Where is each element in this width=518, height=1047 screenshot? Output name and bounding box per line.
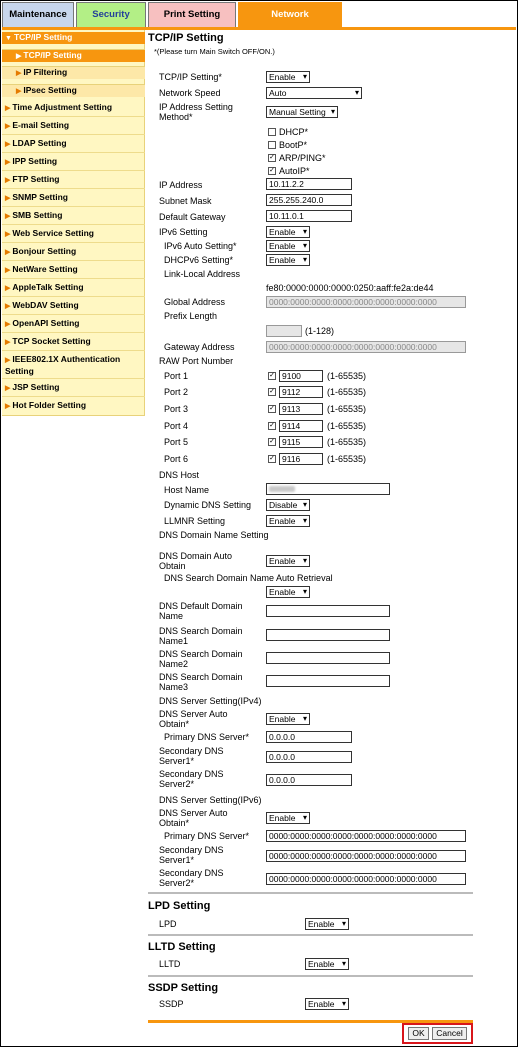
triangle-down-icon: ▼	[5, 35, 12, 42]
triangle-right-icon: ▶	[5, 195, 11, 202]
triangle-right-icon: ▶	[5, 321, 11, 328]
sidebar-divider	[2, 242, 145, 243]
sidebar-item-ipp[interactable]: ▶ IPP Setting	[5, 156, 58, 166]
dns-ipv6-auto-label: DNS Server Auto Obtain*	[159, 808, 228, 828]
triangle-right-icon: ▶	[5, 385, 11, 392]
chevron-down-icon: ▾	[302, 813, 307, 822]
chevron-down-icon: ▾	[302, 255, 307, 264]
chevron-down-icon: ▾	[302, 72, 307, 81]
dns-ipv6-secondary2-input[interactable]: 0000:0000:0000:0000:0000:0000:0000:0000	[266, 873, 466, 885]
chevron-down-icon: ▾	[302, 241, 307, 250]
chevron-down-icon: ▾	[341, 999, 346, 1008]
chevron-down-icon: ▾	[302, 587, 307, 596]
tab-print-setting[interactable]: Print Setting	[148, 2, 236, 27]
arp-ping-label: ARP/PING*	[279, 153, 326, 163]
dns-search-auto-select[interactable]: Enable ▾	[266, 586, 310, 598]
dynamic-dns-select[interactable]: Disable ▾	[266, 499, 310, 511]
lpd-label: LPD	[159, 919, 177, 929]
chevron-down-icon: ▾	[341, 959, 346, 968]
port-input[interactable]: 9114	[279, 420, 323, 432]
ip-method-label: IP Address Setting Method*	[159, 102, 233, 122]
dns-ipv4-secondary1-input[interactable]: 0.0.0.0	[266, 751, 352, 763]
port-checkbox[interactable]: ✓	[269, 388, 275, 395]
triangle-right-icon: ▶	[16, 53, 22, 60]
port-input[interactable]: 9115	[279, 436, 323, 448]
sidebar-item-snmp[interactable]: ▶ SNMP Setting	[5, 192, 68, 202]
dns-domain-auto-label: DNS Domain Auto Obtain	[159, 551, 233, 571]
dhcpv6-select[interactable]: Enable ▾	[266, 254, 310, 266]
port-label: Port 5	[164, 437, 189, 447]
subnet-mask-label: Subnet Mask	[159, 196, 212, 206]
sidebar-item-bonjour[interactable]: ▶ Bonjour Setting	[5, 246, 77, 256]
global-address-input[interactable]: 0000:0000:0000:0000:0000:0000:0000:0000	[266, 296, 466, 308]
sidebar-divider	[2, 206, 145, 207]
port-range: (1-65535)	[327, 437, 367, 447]
dns-host-label: DNS Host	[159, 470, 200, 480]
tcpip-setting-select[interactable]: Enable ▾	[266, 71, 310, 83]
lltd-select[interactable]: Enable ▾	[305, 958, 349, 970]
triangle-right-icon: ▶	[5, 105, 11, 112]
sidebar-item-netware[interactable]: ▶ NetWare Setting	[5, 264, 78, 274]
port-input[interactable]: 9116	[279, 453, 323, 465]
lltd-section-title: LLTD Setting	[148, 941, 216, 953]
tcpip-setting-label: TCP/IP Setting*	[159, 72, 222, 82]
sidebar-item-jsp[interactable]: ▶ JSP Setting	[5, 382, 60, 392]
triangle-right-icon: ▶	[5, 285, 11, 292]
chevron-down-icon: ▾	[341, 919, 346, 928]
dns-domain-label: DNS Domain Name Setting	[159, 530, 269, 540]
dns-ipv4-label: DNS Server Setting(IPv4)	[159, 696, 262, 706]
lpd-select[interactable]: Enable ▾	[305, 918, 349, 930]
dns-ipv6-auto-select[interactable]: Enable ▾	[266, 812, 310, 824]
sidebar-divider	[2, 278, 145, 279]
sidebar-divider	[2, 296, 145, 297]
port-range: (1-65535)	[327, 421, 367, 431]
ssdp-label: SSDP	[159, 999, 184, 1009]
sidebar-item-ldap[interactable]: ▶ LDAP Setting	[5, 138, 67, 148]
cancel-button[interactable]: Cancel	[432, 1027, 467, 1040]
port-input[interactable]: 9113	[279, 403, 323, 415]
global-address-label: Global Address	[164, 297, 226, 307]
ip-address-label: IP Address	[159, 180, 203, 190]
triangle-right-icon: ▶	[5, 177, 11, 184]
port-input[interactable]: 9112	[279, 386, 323, 398]
triangle-right-icon: ▶	[5, 159, 11, 166]
ssdp-select[interactable]: Enable ▾	[305, 998, 349, 1010]
dns-ipv4-primary-input[interactable]: 0.0.0.0	[266, 731, 352, 743]
sidebar-subitem-tcpip-setting[interactable]: ▶ TCP/IP Setting	[2, 49, 145, 62]
sidebar-item-appletalk[interactable]: ▶ AppleTalk Setting	[5, 282, 84, 292]
triangle-right-icon: ▶	[5, 231, 11, 238]
gateway-address-label: Gateway Address	[164, 342, 235, 352]
sidebar-divider	[2, 314, 145, 315]
sidebar-item-openapi[interactable]: ▶ OpenAPI Setting	[5, 318, 80, 328]
port-range: (1-65535)	[327, 371, 367, 381]
dns-search-auto-label: DNS Search Domain Name Auto Retrieval	[164, 573, 333, 583]
port-checkbox[interactable]: ✓	[269, 422, 275, 429]
dns-search-domain2-input[interactable]	[266, 652, 390, 664]
section-divider	[148, 934, 473, 936]
prefix-length-label: Prefix Length	[164, 311, 218, 321]
sidebar-divider	[2, 170, 145, 171]
lltd-label: LLTD	[159, 959, 181, 969]
port-range: (1-65535)	[327, 454, 367, 464]
link-local-value: fe80:0000:0000:0000:0250:aaff:fe2a:de44	[266, 283, 434, 293]
dhcpv6-label: DHCPv6 Setting*	[164, 255, 234, 265]
sidebar-item-hot-folder[interactable]: ▶ Hot Folder Setting	[5, 400, 87, 410]
restart-note: *(Please turn Main Switch OFF/ON.)	[154, 47, 275, 56]
port-checkbox[interactable]: ✓	[269, 438, 275, 445]
network-speed-select[interactable]: Auto ▾	[266, 87, 362, 99]
bootp-checkbox[interactable]	[268, 141, 276, 149]
port-label: Port 3	[164, 404, 189, 414]
autoip-checkbox[interactable]: ✓	[269, 167, 275, 174]
triangle-right-icon: ▶	[5, 267, 11, 274]
ipv6-setting-select[interactable]: Enable ▾	[266, 226, 310, 238]
dns-domain-auto-select[interactable]: Enable ▾	[266, 555, 310, 567]
dns-ipv4-secondary1-label: Secondary DNS Server1*	[159, 746, 224, 766]
sidebar-divider	[2, 350, 145, 351]
port-range: (1-65535)	[327, 387, 367, 397]
host-name-label: Host Name	[164, 485, 210, 495]
dns-ipv4-primary-label: Primary DNS Server*	[164, 732, 250, 742]
chevron-down-icon: ▾	[302, 556, 307, 565]
tab-maintenance[interactable]: Maintenance	[2, 2, 74, 27]
sidebar-item-web-service[interactable]: ▶ Web Service Setting	[5, 228, 94, 238]
dns-ipv6-label: DNS Server Setting(IPv6)	[159, 795, 262, 805]
port-label: Port 2	[164, 387, 189, 397]
llmnr-select[interactable]: Enable ▾	[266, 515, 310, 527]
port-checkbox[interactable]: ✓	[269, 405, 275, 412]
sidebar-divider	[2, 332, 145, 333]
ipv6-auto-select[interactable]: Enable ▾	[266, 240, 310, 252]
tcpip-section-title: TCP/IP Setting	[148, 32, 224, 44]
dns-ipv6-secondary1-input[interactable]: 0000:0000:0000:0000:0000:0000:0000:0000	[266, 850, 466, 862]
sidebar-item-ieee8021x[interactable]: ▶ IEEE802.1X Authentication Setting	[5, 354, 121, 376]
redacted-value	[269, 486, 295, 492]
triangle-right-icon: ▶	[5, 403, 11, 410]
sidebar-item-tcpip-setting[interactable]: ▼ TCP/IP Setting	[2, 32, 145, 44]
llmnr-label: LLMNR Setting	[164, 516, 226, 526]
chevron-down-icon: ▾	[302, 227, 307, 236]
dns-ipv6-primary-input[interactable]: 0000:0000:0000:0000:0000:0000:0000:0000	[266, 830, 466, 842]
dns-search-domain2-label: DNS Search Domain Name2	[159, 649, 243, 669]
ipv6-auto-label: IPv6 Auto Setting*	[164, 241, 237, 251]
dns-ipv4-auto-label: DNS Server Auto Obtain*	[159, 709, 228, 729]
triangle-right-icon: ▶	[5, 339, 11, 346]
sidebar-item-email[interactable]: ▶ E-mail Setting	[5, 120, 70, 130]
default-gateway-input[interactable]: 10.11.0.1	[266, 210, 352, 222]
sidebar-item-tcp-socket[interactable]: ▶ TCP Socket Setting	[5, 336, 91, 346]
sidebar-divider	[2, 260, 145, 261]
dns-ipv4-secondary2-input[interactable]: 0.0.0.0	[266, 774, 352, 786]
dhcp-checkbox[interactable]	[268, 128, 276, 136]
chevron-down-icon: ▾	[302, 714, 307, 723]
host-name-input[interactable]	[266, 483, 390, 495]
ok-button[interactable]: OK	[408, 1027, 429, 1040]
raw-port-label: RAW Port Number	[159, 356, 234, 366]
dns-ipv6-primary-label: Primary DNS Server*	[164, 831, 250, 841]
link-local-label: Link-Local Address	[164, 269, 241, 279]
sidebar-divider	[2, 152, 145, 153]
dns-ipv6-secondary1-label: Secondary DNS Server1*	[159, 845, 224, 865]
bootp-label: BootP*	[279, 140, 308, 150]
sidebar-divider	[2, 134, 145, 135]
ip-address-input[interactable]: 10.11.2.2	[266, 178, 352, 190]
section-divider	[148, 892, 473, 894]
dns-default-domain-input[interactable]	[266, 605, 390, 617]
subnet-mask-input[interactable]: 255.255.240.0	[266, 194, 352, 206]
section-divider	[148, 975, 473, 977]
default-gateway-label: Default Gateway	[159, 212, 226, 222]
sidebar-item-webdav[interactable]: ▶ WebDAV Setting	[5, 300, 79, 310]
sidebar-subitem-ip-filtering[interactable]: ▶ IP Filtering	[2, 66, 145, 79]
triangle-right-icon: ▶	[16, 88, 22, 95]
sidebar-item-smb[interactable]: ▶ SMB Setting	[5, 210, 63, 220]
triangle-right-icon: ▶	[5, 141, 11, 148]
dns-default-domain-label: DNS Default Domain Name	[159, 601, 243, 621]
sidebar-item-ftp[interactable]: ▶ FTP Setting	[5, 174, 60, 184]
sidebar-divider	[2, 396, 145, 397]
triangle-right-icon: ▶	[5, 249, 11, 256]
dhcp-label: DHCP*	[279, 127, 309, 137]
port-range: (1-65535)	[327, 404, 367, 414]
dns-search-domain3-label: DNS Search Domain Name3	[159, 672, 243, 692]
autoip-label: AutoIP*	[279, 166, 310, 176]
port-label: Port 4	[164, 421, 189, 431]
tab-network[interactable]: Network	[238, 2, 342, 27]
sidebar-divider	[2, 224, 145, 225]
port-checkbox[interactable]: ✓	[269, 455, 275, 462]
prefix-length-input[interactable]	[266, 325, 302, 337]
triangle-right-icon: ▶	[5, 303, 11, 310]
dynamic-dns-label: Dynamic DNS Setting	[164, 500, 252, 510]
chevron-down-icon: ▾	[330, 107, 335, 116]
dns-ipv6-secondary2-label: Secondary DNS Server2*	[159, 868, 224, 888]
dns-search-domain1-input[interactable]	[266, 629, 390, 641]
triangle-right-icon: ▶	[16, 70, 22, 77]
sidebar-item-time-adjustment[interactable]: ▶ Time Adjustment Setting	[5, 102, 113, 112]
sidebar-subitem-ipsec-setting[interactable]: ▶ IPsec Setting	[2, 84, 145, 97]
sidebar-divider	[2, 378, 145, 379]
network-speed-label: Network Speed	[159, 88, 221, 98]
sidebar-divider	[2, 188, 145, 189]
triangle-right-icon: ▶	[5, 213, 11, 220]
dns-search-domain3-input[interactable]	[266, 675, 390, 687]
ip-method-select[interactable]: Manual Setting ▾	[266, 106, 338, 118]
port-input[interactable]: 9100	[279, 370, 323, 382]
triangle-right-icon: ▶	[5, 357, 11, 364]
lpd-section-title: LPD Setting	[148, 900, 211, 912]
dns-ipv4-auto-select[interactable]: Enable ▾	[266, 713, 310, 725]
arp-ping-checkbox[interactable]: ✓	[269, 154, 275, 161]
top-tabs	[2, 2, 344, 27]
dns-ipv4-secondary2-label: Secondary DNS Server2*	[159, 769, 224, 789]
tab-security[interactable]: Security	[76, 2, 146, 27]
dns-search-domain1-label: DNS Search Domain Name1	[159, 626, 243, 646]
port-label: Port 6	[164, 454, 189, 464]
port-label: Port 1	[164, 371, 189, 381]
gateway-address-input[interactable]: 0000:0000:0000:0000:0000:0000:0000:0000	[266, 341, 466, 353]
chevron-down-icon: ▾	[302, 516, 307, 525]
port-checkbox[interactable]: ✓	[269, 372, 275, 379]
chevron-down-icon: ▾	[302, 500, 307, 509]
prefix-range: (1-128)	[305, 326, 335, 336]
ipv6-setting-label: IPv6 Setting	[159, 227, 208, 237]
triangle-right-icon: ▶	[5, 123, 11, 130]
chevron-down-icon: ▾	[354, 88, 359, 97]
sidebar-divider	[2, 116, 145, 117]
ssdp-section-title: SSDP Setting	[148, 982, 219, 994]
sidebar	[2, 30, 145, 416]
